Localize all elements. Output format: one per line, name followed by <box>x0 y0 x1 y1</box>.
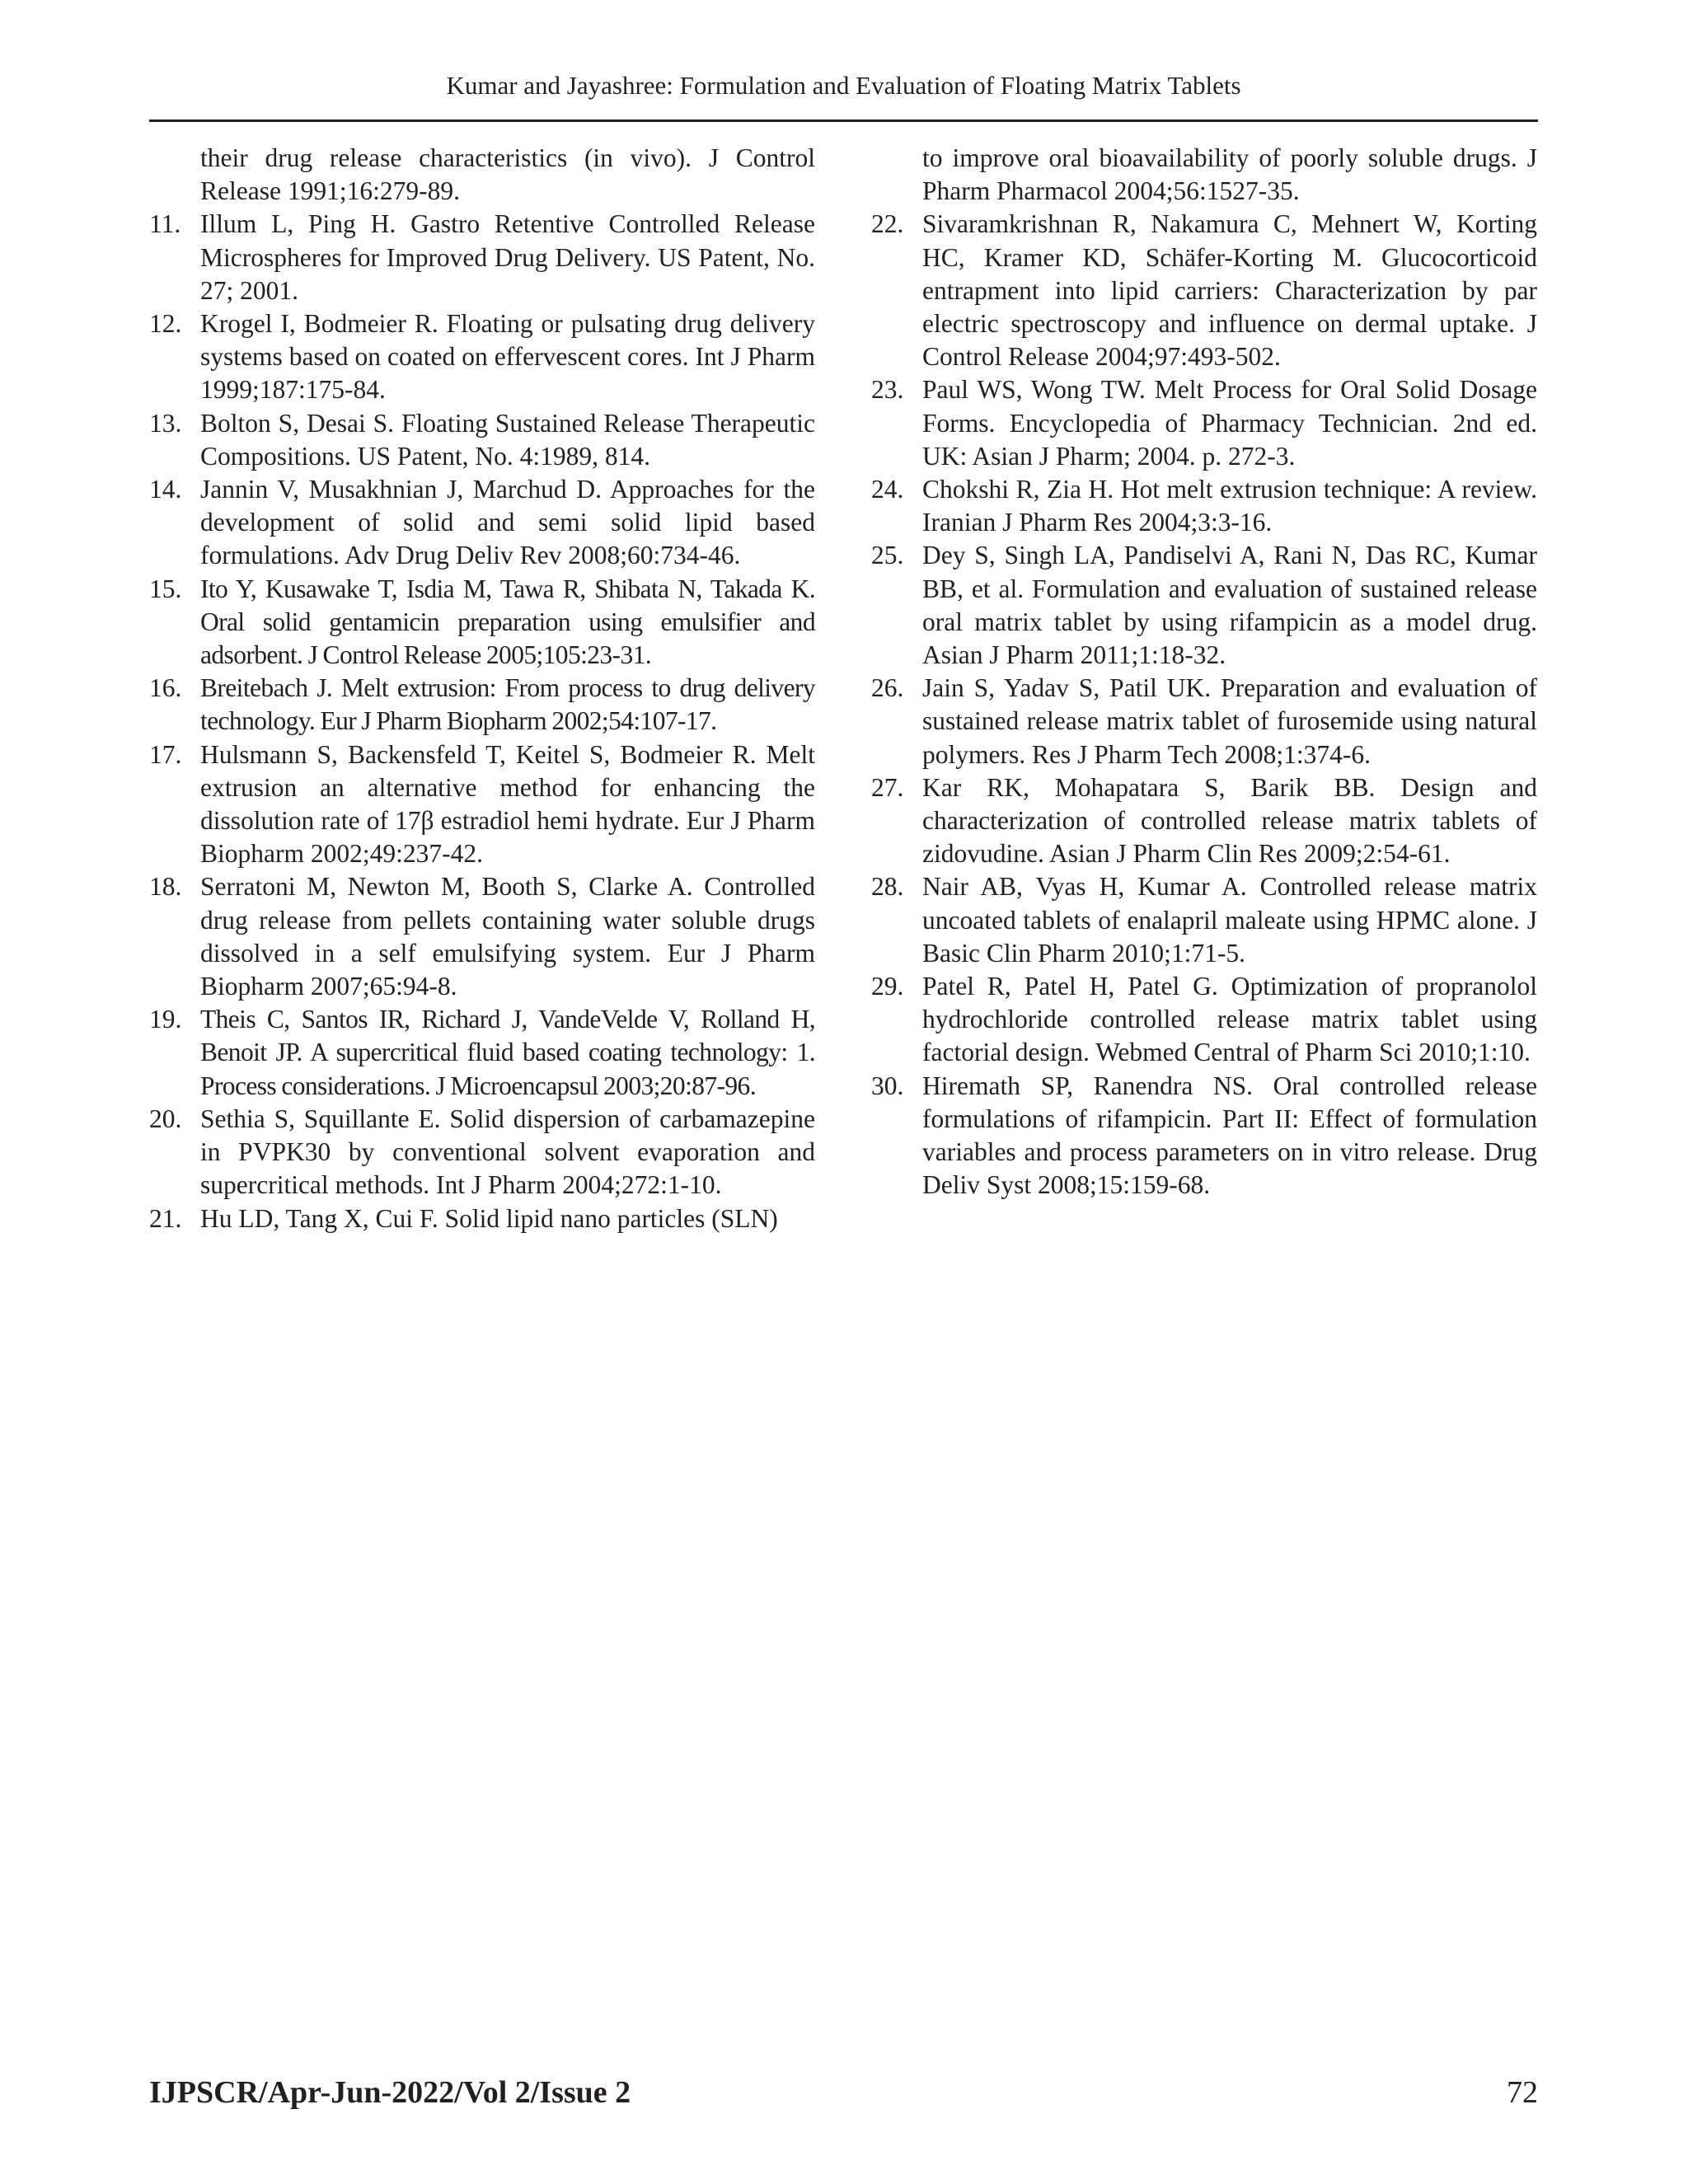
reference-text: Hu LD, Tang X, Cui F. Solid lipid nano particles (SLN) <box>200 1203 778 1233</box>
reference-item <box>149 307 815 407</box>
reference-text: Breitebach J. Melt extrusion: From process to drug delivery technology. Eur J Pharm Biopharm 2002;54:107-17. <box>200 673 815 736</box>
reference-text: Paul WS, Wong TW. Melt Process for Oral Solid Dosage Forms. Encyclopedia of Pharmacy Technician. 2nd ed. UK: Asian J Pharm; 2004. p. 272-3. <box>922 375 1537 471</box>
reference-item <box>871 1070 1537 1202</box>
reference-text: Nair AB, Vyas H, Kumar A. Controlled release matrix uncoated tablets of enalapril maleate using HPMC alone. J Basic Clin Pharm 2010;1:71-5. <box>922 872 1537 968</box>
reference-item <box>871 539 1537 672</box>
references-left-column <box>149 142 815 1235</box>
reference-text: Sethia S, Squillante E. Solid dispersion of carbamazepine in PVPK30 by conventional solvent evaporation and supercritical methods. Int J Pharm 2004;272:1-10. <box>200 1104 815 1200</box>
reference-item <box>871 473 1537 539</box>
reference-text: Hiremath SP, Ranendra NS. Oral controlled release formulations of rifampicin. Part II: Effect of formulation variables and process parameters on in vitro release. Drug Deliv Syst 2008;15:159-68. <box>922 1071 1537 1200</box>
reference-item <box>149 672 815 738</box>
journal-issue-footer: IJPSCR/Apr-Jun-2022/Vol 2/Issue 2 <box>149 2075 631 2110</box>
reference-item <box>149 573 815 673</box>
reference-text: Patel R, Patel H, Patel G. Optimization of propranolol hydrochloride controlled release matrix tablet using factorial design. Webmed Central of Pharm Sci 2010;1:10. <box>922 972 1537 1067</box>
reference-text: Krogel I, Bodmeier R. Floating or pulsating drug delivery systems based on coated on effervescent cores. Int J Pharm 1999;187:175-84. <box>200 309 815 405</box>
reference-number: 29. <box>871 972 904 1001</box>
reference-text: Kar RK, Mohapatara S, Barik BB. Design and characterization of controlled release matrix tablets of zidovudine. Asian J Pharm Clin Res 2009;2:54-61. <box>922 772 1537 869</box>
page-number: 72 <box>1507 2075 1538 2110</box>
reference-number: 27. <box>871 772 904 802</box>
reference-number: 12. <box>149 309 182 339</box>
references-right-column <box>871 142 1537 1202</box>
reference-item <box>149 738 815 871</box>
reference-item <box>871 771 1537 871</box>
reference-item <box>871 870 1537 970</box>
reference-item <box>149 208 815 307</box>
reference-number: 15. <box>149 574 182 603</box>
reference-text: Jannin V, Musakhnian J, Marchud D. Approaches for the development of solid and semi solid lipid based formulations. Adv Drug Deliv Rev 2008;60:734-46. <box>200 475 815 570</box>
reference-item <box>149 1202 815 1235</box>
reference-number: 20. <box>149 1104 182 1133</box>
reference-item <box>871 373 1537 473</box>
reference-item <box>149 407 815 473</box>
reference-text: Sivaramkrishnan R, Nakamura C, Mehnert W, Korting HC, Kramer KD, Schäfer-Korting M. Glucocorticoid entrapment into lipid carriers: Characterization by par electric spectroscopy and influence on dermal uptake. J Control Release 2004;97:493-502. <box>922 209 1537 372</box>
reference-number: 16. <box>149 673 182 703</box>
reference-text: Bolton S, Desai S. Floating Sustained Release Therapeutic Compositions. US Patent, No. 4:1989, 814. <box>200 408 815 471</box>
reference-item <box>871 672 1537 771</box>
reference-number: 18. <box>149 872 182 902</box>
reference-number: 23. <box>871 375 904 405</box>
reference-item <box>871 970 1537 1070</box>
reference-text: Theis C, Santos IR, Richard J, VandeVelde V, Rolland H, Benoit JP. A supercritical fluid based coating technology: 1. Process considerations. J Microencapsul 2003;20:87-96. <box>200 1005 815 1100</box>
reference-number: 17. <box>149 739 182 769</box>
reference-item <box>149 1003 815 1103</box>
running-header: Kumar and Jayashree: Formulation and Evaluation of Floating Matrix Tablets <box>446 71 1241 100</box>
reference-text: Chokshi R, Zia H. Hot melt extrusion technique: A review. Iranian J Pharm Res 2004;3:3-16. <box>922 475 1537 537</box>
reference-text: Jain S, Yadav S, Patil UK. Preparation and evaluation of sustained release matrix tablet of furosemide using natural polymers. Res J Pharm Tech 2008;1:374-6. <box>922 673 1537 769</box>
reference-text: Serratoni M, Newton M, Booth S, Clarke A. Controlled drug release from pellets containing water soluble drugs dissolved in a self emulsifying system. Eur J Pharm Biopharm 2007;65:94-8. <box>200 872 815 1001</box>
reference-number: 25. <box>871 541 904 570</box>
reference-text: Dey S, Singh LA, Pandiselvi A, Rani N, Das RC, Kumar BB, et al. Formulation and evaluation of sustained release oral matrix tablet by using rifampicin as a model drug. Asian J Pharm 2011;1:18-32. <box>922 541 1537 670</box>
reference-number: 13. <box>149 408 182 438</box>
reference-number: 21. <box>149 1203 182 1233</box>
reference-number: 28. <box>871 872 904 902</box>
reference-continuation: their drug release characteristics (in vivo). J Control Release 1991;16:279-89. <box>200 143 815 206</box>
reference-number: 22. <box>871 209 904 239</box>
reference-item <box>149 1103 815 1202</box>
reference-number: 24. <box>871 475 904 504</box>
reference-text: Hulsmann S, Backensfeld T, Keitel S, Bodmeier R. Melt extrusion an alternative method for enhancing the dissolution rate of 17β estradiol hemi hydrate. Eur J Pharm Biopharm 2002;49:237-42. <box>200 739 815 869</box>
reference-number: 26. <box>871 673 904 703</box>
reference-continuation: to improve oral bioavailability of poorly soluble drugs. J Pharm Pharmacol 2004;56:1527-35. <box>922 143 1537 206</box>
reference-number: 19. <box>149 1005 182 1034</box>
reference-text: Ito Y, Kusawake T, Isdia M, Tawa R, Shibata N, Takada K. Oral solid gentamicin preparation using emulsifier and adsorbent. J Control Release 2005;105:23-31. <box>200 574 815 670</box>
reference-text: Illum L, Ping H. Gastro Retentive Controlled Release Microspheres for Improved Drug Delivery. US Patent, No. 27; 2001. <box>200 209 815 305</box>
reference-item <box>871 208 1537 373</box>
header-rule <box>149 120 1538 122</box>
reference-item <box>149 870 815 1003</box>
reference-number: 14. <box>149 475 182 504</box>
reference-number: 11. <box>149 209 181 239</box>
reference-item <box>149 473 815 573</box>
reference-number: 30. <box>871 1071 904 1100</box>
